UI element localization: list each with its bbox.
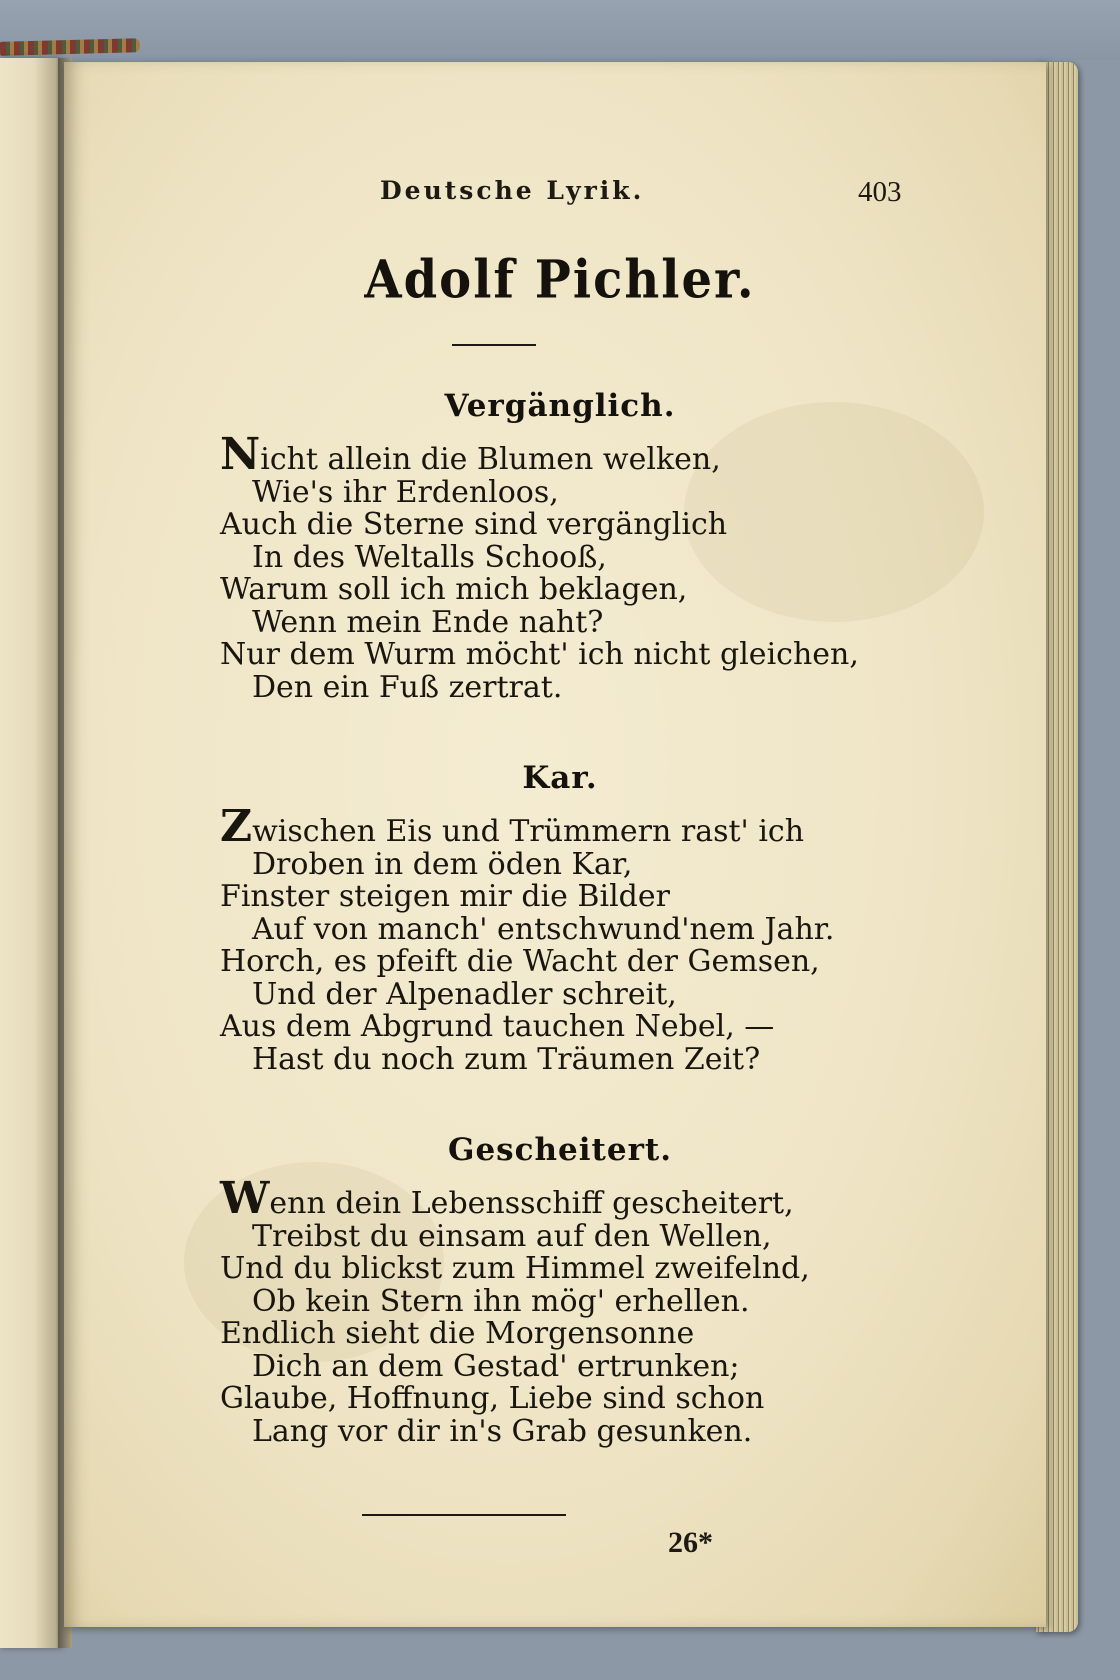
poem-line: Hast du noch zum Träumen Zeit? — [252, 1041, 761, 1077]
poem-line: Auf von manch' entschwund'nem Jahr. — [252, 911, 835, 947]
drop-initial: N — [220, 429, 261, 480]
poem-line: Aus dem Abgrund tauchen Nebel, — — [220, 1009, 775, 1044]
poem-line: In des Weltalls Schooß, — [252, 539, 607, 575]
drop-initial: Z — [220, 801, 253, 852]
title-divider — [452, 344, 536, 346]
running-head: Deutsche Lyrik. — [380, 176, 645, 205]
page-number: 403 — [858, 176, 902, 208]
poem-line: Endlich sieht die Morgensonne — [220, 1316, 695, 1351]
poem-stanza — [220, 801, 835, 1077]
poem-title: Kar. — [522, 760, 598, 796]
author-heading: Adolf Pichler. — [364, 249, 756, 311]
poem-line: Droben in dem öden Kar, — [252, 846, 633, 882]
poem-line: Finster steigen mir die Bilder — [220, 879, 670, 914]
poem-line: Glaube, Hoffnung, Liebe sind schon — [220, 1381, 765, 1416]
signature-mark: 26* — [668, 1526, 713, 1559]
poem-line: Nur dem Wurm möcht' ich nicht gleichen, — [220, 637, 859, 672]
drop-initial: W — [220, 1173, 270, 1224]
poem-line: Wie's ihr Erdenloos, — [252, 474, 559, 510]
poem-line: Treibst du einsam auf den Wellen, — [252, 1218, 772, 1254]
poem-line: Horch, es pfeift die Wacht der Gemsen, — [220, 944, 820, 979]
poem-title: Vergänglich. — [444, 388, 676, 424]
poem-line: Dich an dem Gestad' ertrunken; — [252, 1348, 740, 1384]
poem-line: Warum soll ich mich beklagen, — [220, 572, 688, 607]
poem-line: Nicht allein die Blumen welken, — [220, 429, 721, 480]
poem-line: Zwischen Eis und Trümmern rast' ich — [220, 801, 805, 852]
poem-line: Den ein Fuß zertrat. — [252, 669, 563, 705]
poem-line: Lang vor dir in's Grab gesunken. — [252, 1413, 753, 1449]
poem-title: Gescheitert. — [447, 1132, 673, 1168]
poem-stanza — [220, 429, 859, 705]
background — [0, 0, 1120, 60]
poem-stanza — [220, 1173, 810, 1449]
poem-line: Wenn dein Lebensschiff gescheitert, — [220, 1173, 794, 1224]
poem-line: Und du blickst zum Himmel zweifelnd, — [220, 1251, 810, 1286]
poem-line: Auch die Sterne sind vergänglich — [220, 507, 728, 542]
poem-line: Und der Alpenadler schreit, — [252, 976, 677, 1012]
poem-line: Ob kein Stern ihn mög' erhellen. — [252, 1283, 750, 1319]
end-divider — [362, 1514, 566, 1516]
poem-line: Wenn mein Ende naht? — [252, 604, 604, 640]
